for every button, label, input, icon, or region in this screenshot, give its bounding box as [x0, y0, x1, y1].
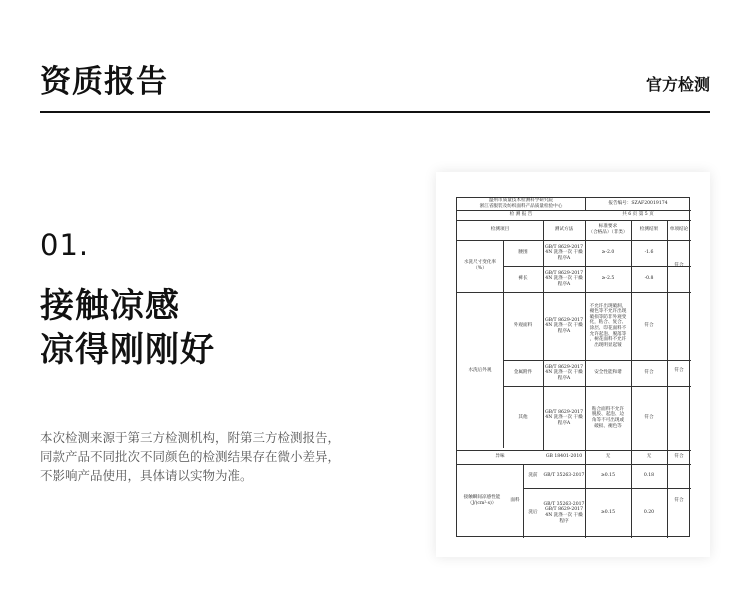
header-requirement: 标准要求 （合格品）（非类）	[588, 224, 628, 235]
cool-before-label: 洗前	[528, 473, 538, 479]
description-line-2: 同款产品不同批次不同颜色的检测结果存在微小差异，	[40, 449, 341, 464]
conclusion-shrink: 符合	[674, 263, 684, 269]
odor-conclusion: 符合	[674, 454, 684, 460]
waist-label: 腰围	[518, 250, 528, 256]
cool-label: 接触瞬间凉感性能 （J/(cm²·s)）	[463, 495, 501, 506]
method-other: GB/T 8629-2017 4N 洗涤一次 干燥 程序A	[544, 409, 584, 426]
odor-label: 异味	[495, 454, 505, 460]
red-stamp-icon	[702, 337, 708, 397]
description-line-3: 不影响产品使用，具体请以实物为准。	[40, 468, 253, 483]
req-fabric: 不允许出现破洞， 褪色等不允许出现 破损等防非外观变 化，粘合、复合、 涂层、印花面料不 允许起泡、脱落等 ，树花面料不允许 出现明显起皱	[589, 303, 627, 348]
conclusion-after-wash: 符合	[674, 368, 684, 374]
res-other: 符合	[644, 415, 654, 421]
res-waist: -1.6	[644, 250, 654, 256]
cool-after-label: 洗后	[528, 510, 538, 516]
odor-req: 无	[605, 454, 611, 460]
header-divider	[40, 111, 710, 113]
description-line-1: 本次检测来源于第三方检测机构，附第三方检测报告，	[40, 430, 341, 445]
method-fabric: GB/T 8629-2017 4N 洗涤一次 干燥 程序A	[544, 317, 584, 334]
after-wash-label: 水洗后外观	[468, 368, 492, 374]
res-length: -0.8	[644, 276, 654, 282]
report-org-line-1: 温州市质量技术检测科学研究院	[488, 198, 554, 204]
report-page: 共 6 页 第 5 页	[622, 212, 654, 218]
fabric-label: 外观面料	[513, 323, 533, 329]
report-org-line-2: 浙江省服装及纺织面料产品质量检验中心	[479, 204, 563, 209]
cool-method-1: GB/T 35263-2017	[543, 473, 585, 479]
shrink-label: 水洗尺寸变化率 （%）	[463, 260, 497, 271]
report-document	[456, 197, 690, 537]
report-number: 报告编号：SZAF20019174	[608, 201, 668, 207]
cool-face-label: 面料	[510, 498, 520, 504]
req-waist: ≥-2.0	[601, 250, 615, 256]
method-length: GB/T 8629-2017 4N 洗涤一次 干燥 程序A	[544, 270, 584, 287]
cool-res-1: 0.18	[643, 473, 655, 479]
header-item: 检测项目	[490, 227, 510, 233]
odor-method: GB 18401-2010	[545, 454, 583, 460]
req-length: ≥-2.5	[601, 276, 615, 282]
cool-req-1: ≥0.15	[600, 473, 616, 479]
cool-req-2: ≥0.15	[600, 510, 616, 516]
res-hardware: 符合	[644, 370, 654, 376]
header-method: 测试方法	[554, 227, 574, 233]
res-fabric: 符合	[644, 323, 654, 329]
other-label: 其他	[518, 415, 528, 421]
method-hardware: GB/T 8629-2017 4N 洗涤一次 干燥 程序A	[544, 364, 584, 381]
hardware-label: 金属附件	[513, 370, 533, 376]
method-waist: GB/T 8629-2017 4N 洗涤一次 干燥 程序A	[544, 244, 584, 261]
req-hardware: 安全性能和谐	[594, 370, 622, 376]
headline-line-2: 凉得刚刚好	[40, 330, 215, 370]
cool-conclusion: 符合	[674, 498, 684, 504]
headline-line-1: 接触凉感	[40, 286, 180, 326]
cool-method-2: GB/T 35263-2017 GB/T 8629-2017 4N 洗涤一次 干燥程序	[543, 501, 585, 524]
page-title: 资质报告	[40, 64, 168, 100]
report-image-card	[436, 172, 710, 557]
section-number: 01.	[40, 228, 90, 262]
cool-res-2: 0.20	[643, 510, 655, 516]
header-result: 检测结果	[639, 227, 659, 233]
header-right-label: 官方检测	[645, 75, 710, 94]
length-label: 裤长	[518, 276, 528, 282]
req-other: 粘合面料不允许 脱胶、起泡、边 角等不可出现或 破损、褪色等	[591, 406, 625, 429]
header-conclusion: 单项结论	[669, 227, 689, 233]
odor-res: 无	[646, 454, 652, 460]
report-title: 检 测 报 告	[509, 212, 533, 218]
